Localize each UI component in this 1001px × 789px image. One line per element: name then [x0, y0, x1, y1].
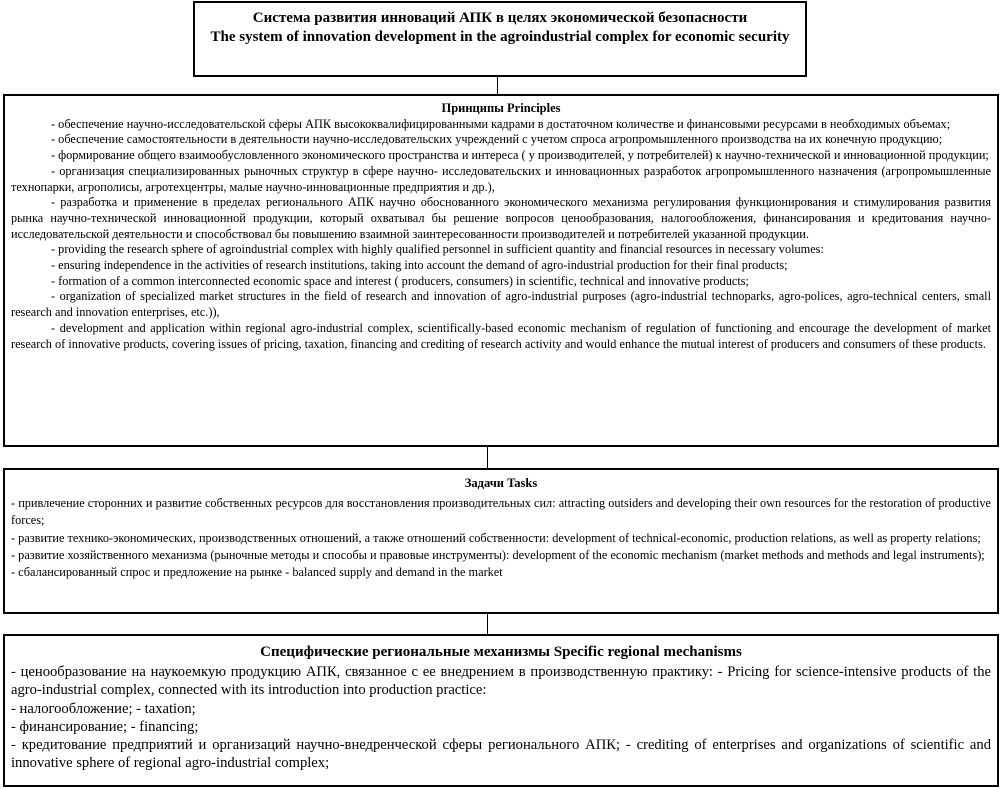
- mechanism-item: - ценообразование на наукоемкую продукцию АПК, связанное с ее внедрением в производственную практику: - Pricing for science-intensive products of the agro-industrial complex, connected with its introduction into production practice:: [11, 664, 991, 699]
- task-item: - сбалансированный спрос и предложение на рынке - balanced supply and demand in the market: [11, 565, 503, 580]
- mechanism-item: - финансирование; - financing;: [11, 718, 199, 735]
- connector-tasks-mechanisms: [487, 614, 488, 634]
- task-item: - развитие хозяйственного механизма (рыночные методы и способы и правовые инструменты): development of the economic mechanism (market methods and methods and legal instruments);: [11, 547, 985, 562]
- task-item: - привлечение сторонних и развитие собственных ресурсов для восстановления производительных сил: attracting outsiders and developing their own resources for the restoration of productive forces;: [11, 496, 991, 528]
- principles-box: [3, 94, 999, 447]
- title-line-en: The system of innovation development in the agroindustrial complex for economic security: [210, 29, 790, 45]
- connector-title-principles: [497, 77, 498, 94]
- principle-item: - organization of specialized market structures in the field of research and innovation of agro-industrial purposes (agro-industrial technoparks, agro-polices, agro-technical centers, small research and innovation enterprises, etc.)),: [11, 289, 991, 320]
- principle-item: - обеспечение самостоятельности в деятельности научно-исследовательских учреждений с учетом спроса агропромышленного производства на их конечную продукцию;: [51, 132, 943, 147]
- mechanisms-heading: Специфические региональные механизмы Specific regional mechanisms: [260, 644, 742, 660]
- principle-item: - организация специализированных рыночных структур в сфере научно- исследовательских и инновационных разработок агропромышленного назначения (агропромышленные технопарки, агрополисы, агротехцентры, малые научно-инновационные предприятия и др.),: [11, 163, 991, 194]
- principle-item: - формирование общего взаимообусловленного экономического пространства и интереса ( у производителей, у потребителей) к научно-технической и инновационной продукции;: [51, 148, 989, 163]
- connector-principles-tasks: [487, 447, 488, 468]
- mechanism-item: - кредитование предприятий и организаций научно-внедренческой сферы регионального АПК; - crediting of enterprises and organizations of scientific and innovative sphere of regional agro-industrial complex;: [11, 737, 991, 772]
- principle-item: - providing the research sphere of agroindustrial complex with highly qualified personnel in sufficient quantity and financial resources in necessary volumes:: [51, 242, 824, 257]
- principle-item: - development and application within regional agro-industrial complex, scientifically-based economic mechanism of regulation of functioning and encourage the development of market research of innovative products, covering issues of pricing, taxation, financing and crediting of research activity and would enhance the mutual interest of producers and consumers of these products.: [11, 320, 991, 351]
- principle-item: - разработка и применение в пределах регионального АПК научно обоснованного экономического механизма регулирования функционирования и стимулирования развития рынка научно-технической инновационной продукции, который охватывал бы решение вопросов ценообразования, налогообложения, финансирования и кредитования научно-исследовательской деятельности и способствовал бы повышению взаимной заинтересованности производителей и потребителей указанной продукции.: [11, 195, 991, 241]
- principle-item: - обеспечение научно-исследовательской сферы АПК высококвалифицированными кадрами в достаточном количестве и финансовыми ресурсами в необходимых объемах;: [51, 116, 951, 131]
- mechanisms-box: [3, 634, 999, 787]
- title-line-ru: Система развития инноваций АПК в целях экономической безопасности: [252, 10, 748, 26]
- mechanism-item: - налогообложение; - taxation;: [11, 700, 196, 717]
- principle-item: - formation of a common interconnected economic space and interest ( producers, consumers) in scientific, technical and innovative products;: [51, 273, 749, 288]
- tasks-heading: Задачи Tasks: [464, 476, 538, 490]
- title-box: [193, 1, 807, 77]
- task-item: - развитие технико-экономических, производственных отношений, а также отношений собственности: development of technical-economic, production relations, as well as property relations;: [11, 530, 981, 545]
- principle-item: - ensuring independence in the activities of research institutions, taking into account the demand of agro-industrial production for their final products;: [51, 258, 788, 273]
- principles-heading: Принципы Principles: [441, 101, 561, 115]
- tasks-box: [3, 468, 999, 614]
